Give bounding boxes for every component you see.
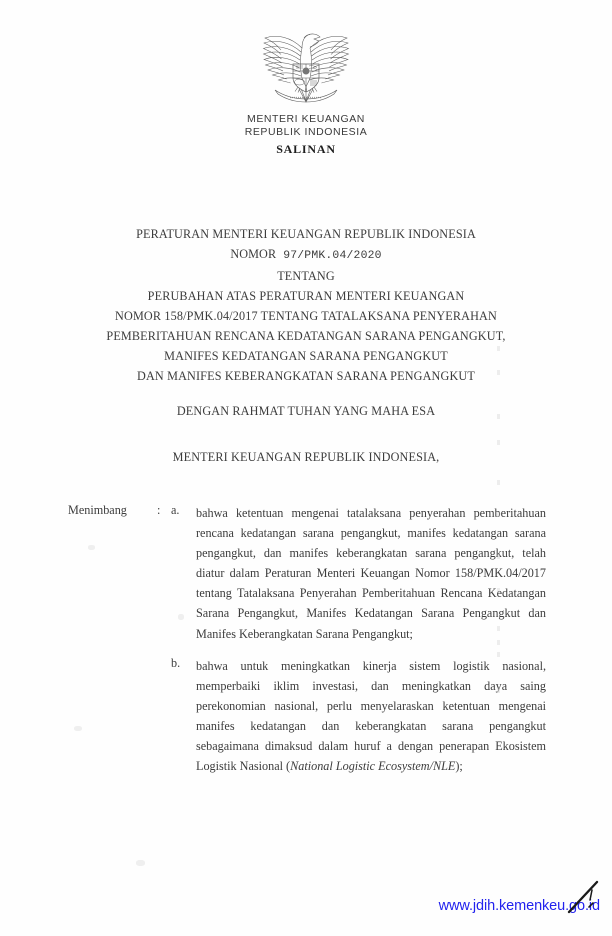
- scan-smudge-left: [136, 860, 145, 866]
- considering-section: [0, 503, 612, 776]
- considering-text-b-part2: );: [455, 759, 463, 774]
- nomor-value: 97/PMK.04/2020: [283, 250, 382, 262]
- scan-smudge-c: [178, 614, 184, 620]
- considering-letter-a: a.: [171, 503, 180, 517]
- considering-text-b-italic: National Logistic Ecosystem/NLE: [290, 759, 456, 774]
- considering-text-b: [196, 656, 546, 777]
- subject-line-3: PEMBERITAHUAN RENCANA KEDATANGAN SARANA PENGANGKUT,: [106, 329, 506, 343]
- considering-colon: :: [157, 503, 161, 517]
- garuda-pancasila-emblem: [254, 26, 358, 110]
- subject-line-1: PERUBAHAN ATAS PERATURAN MENTERI KEUANGAN: [147, 289, 465, 303]
- ministry-line-1: MENTERI KEUANGAN: [247, 113, 365, 125]
- title-block: [0, 224, 612, 386]
- considering-item-a: [0, 503, 612, 644]
- scan-smudge-b: [74, 726, 82, 731]
- emblem-container: [0, 26, 612, 115]
- considering-text-b-part1: bahwa untuk meningkatkan kinerja sistem logistik nasional, memperbaiki iklim investasi, dan meningkatkan daya saing perekonomian nasional, perlu menyelaraskan ketentuan mengenai manifes kedatangan dan keberangkatan sarana pengangkut sebagaimana dimaksud dalam huruf a dengan penerapan Ekosistem Logistik Nasional (: [196, 658, 546, 774]
- ministry-line-2: REPUBLIK INDONESIA: [244, 126, 368, 138]
- considering-label: Menimbang: [68, 503, 127, 517]
- regulation-heading: PERATURAN MENTERI KEUANGAN REPUBLIK INDONESIA: [136, 227, 476, 241]
- nomor-label: NOMOR: [230, 247, 277, 261]
- considering-item-b: [0, 656, 612, 777]
- scan-smudge-a: [88, 545, 95, 550]
- subject-line-2: NOMOR 158/PMK.04/2017 TENTANG TATALAKSANA PENYERAHAN: [115, 309, 497, 323]
- scan-artifact-column: [497, 340, 500, 880]
- considering-letter-b: b.: [171, 655, 181, 670]
- authority-line: MENTERI KEUANGAN REPUBLIK INDONESIA,: [172, 450, 440, 464]
- subject-line-5: DAN MANIFES KEBERANGKATAN SARANA PENGANGKUT: [137, 369, 475, 383]
- considering-text-a: bahwa ketentuan mengenai tatalaksana penyerahan pemberitahuan rencana kedatangan sarana pengangkut, manifes kedatangan sarana pengangkut, dan manifes keberangkatan sarana pengangkut, telah diatur dalam Peraturan Menteri Keuangan Nomor 158/PMK.04/2017 tentang Tatalaksana Penyerahan Pemberitahuan Rencana Kedatangan Sarana Pengangkut, Manifes Kedatangan Sarana Pengangkut dan Manifes Keberangkatan Sarana Pengangkut;: [196, 506, 546, 641]
- copy-stamp: SALINAN: [276, 142, 336, 156]
- subject-line-4: MANIFES KEDATANGAN SARANA PENGANGKUT: [164, 349, 448, 363]
- preamble-block: [0, 404, 612, 465]
- regulation-number-line: [0, 244, 612, 266]
- tentang-label: TENTANG: [277, 269, 335, 283]
- jdih-url[interactable]: www.jdih.kemenkeu.go.id: [438, 898, 600, 914]
- invocation-line: DENGAN RAHMAT TUHAN YANG MAHA ESA: [176, 404, 436, 418]
